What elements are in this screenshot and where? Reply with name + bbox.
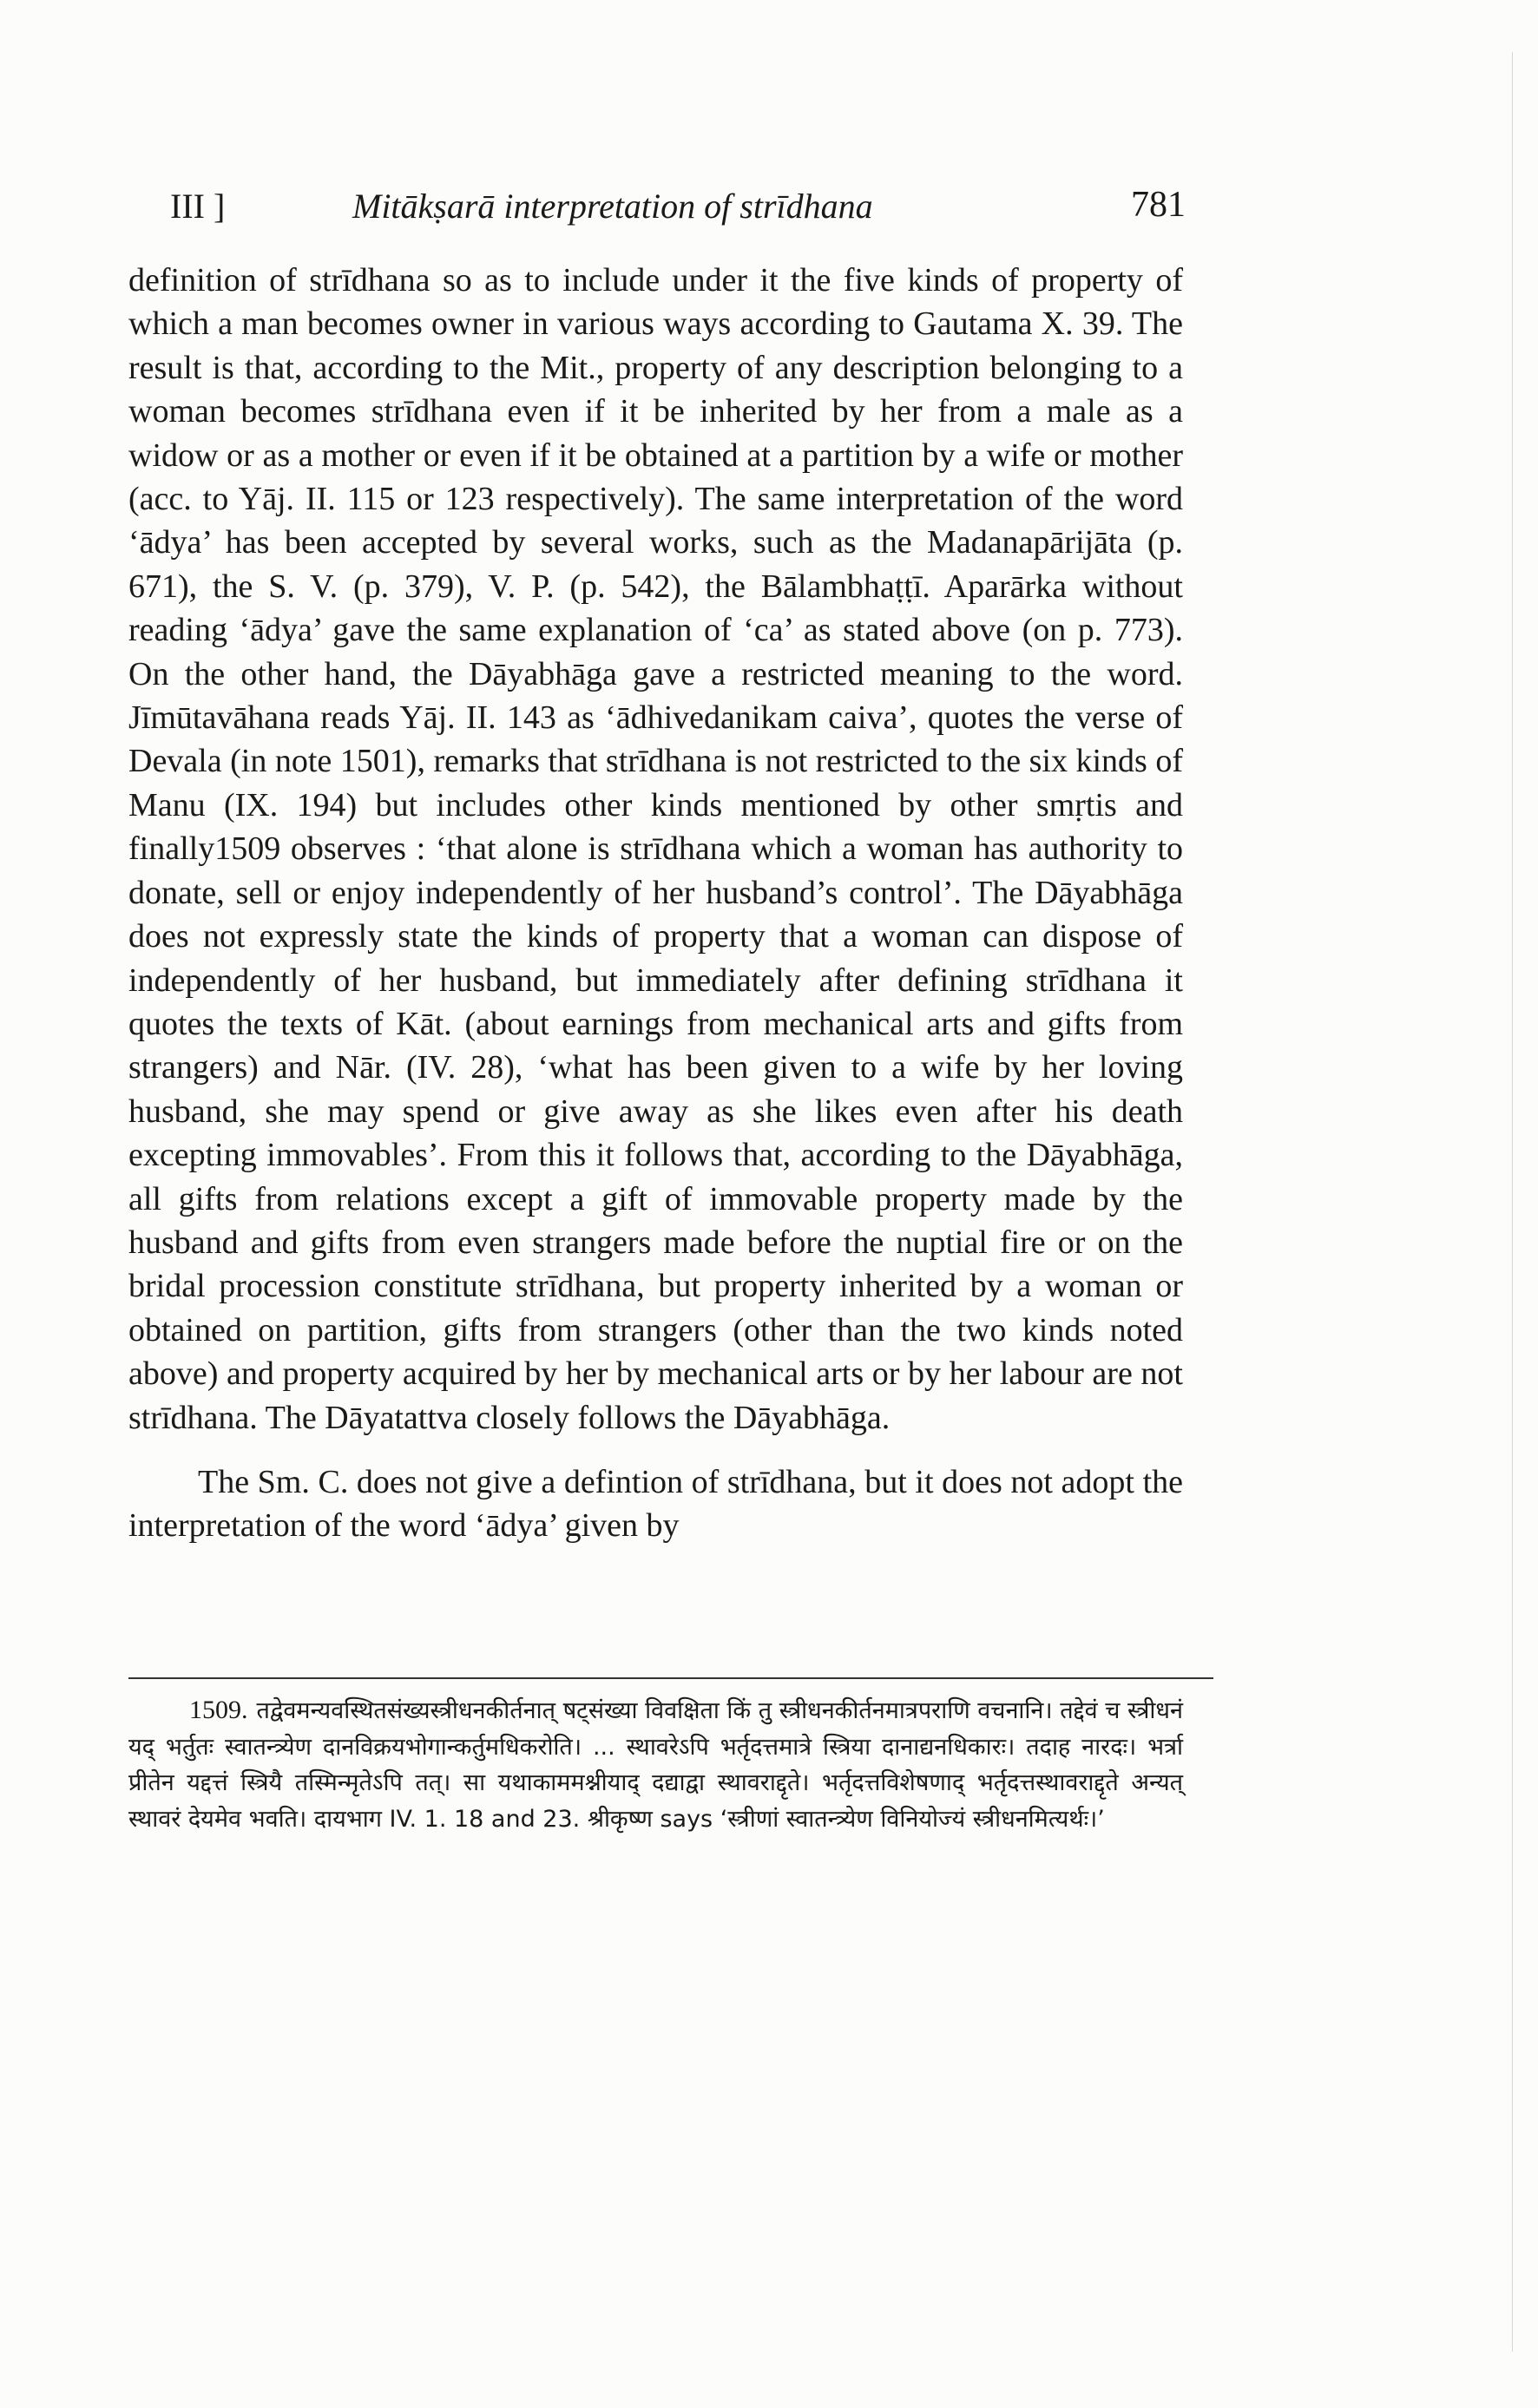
- footnote-number: 1509.: [189, 1696, 248, 1724]
- footnote-text: तद्वेवमन्यवस्थितसंख्यस्त्रीधनकीर्तनात् षट्संख्या विवक्षिता किं तु स्त्रीधनकीर्तनमात्रपराणि वचनानि। तद्देवं च स्त्रीधनं यद् भर्तुतः स्वातन्त्र्येण दानविक्रयभोगान्कर्तुमधिकरोति। ... स्थावरेऽपि भर्तृदत्तमात्रे स्त्रिया दानाद्यनधिकारः। तदाह नारदः। भर्त्रा प्रीतेन यद्दत्तं स्त्रियै तस्मिन्मृतेऽपि तत्। सा यथाकाममश्नीयाद् दद्याद्वा स्थावराद्दृते। भर्तृदत्तविशेषणाद् भर्तृदत्तस्थावराद्दृते अन्यत् स्थावरं देयमेव भवति। दायभाग IV. 1. 18 and 23. श्रीकृष्ण says ‘स्त्रीणां स्वातन्त्र्येण विनियोज्यं स्त्रीधनमित्यर्थः।’: [128, 1697, 1183, 1833]
- footnote-1509: [128, 1692, 1183, 1837]
- running-header: [170, 186, 1186, 238]
- main-text: [128, 259, 1183, 1548]
- footnote-paragraph: [128, 1692, 1183, 1837]
- footnote-separator-rule: [128, 1677, 1213, 1679]
- body-paragraph-1: definition of strīdhana so as to include under it the five kinds of property of which a man becomes owner in various ways according to Gautama X. 39. The result is that, according to the Mit., property of any description belonging to a woman becomes strīdhana even if it be inherited by her from a male as a widow or as a mother or even if it be obtained at a partition by a wife or mother (acc. to Yāj. II. 115 or 123 respectively). The same interpretation of the word ‘ādya’ has been accepted by several works, such as the Madanapārijāta (p. 671), the S. V. (p. 379), V. P. (p. 542), the Bālambhaṭṭī. Aparārka without reading ‘ādya’ gave the same explanation of ‘ca’ as stated above (on p. 773). On the other hand, the Dāyabhāga gave a restricted meaning to the word. Jīmūtavāhana reads Yāj. II. 143 as ‘ādhivedanikam caiva’, quotes the verse of Devala (in note 1501), remarks that strīdhana is not restricted to the six kinds of Manu (IX. 194) but includes other kinds mentioned by other smṛtis and finally1509 observes : ‘that alone is strīdhana which a woman has authority to donate, sell or enjoy independently of her husband’s control’. The Dāyabhāga does not expressly state the kinds of property that a woman can dispose of independently of her husband, but immediately after defining strīdhana it quotes the texts of Kāt. (about earnings from mechanical arts and gifts from strangers) and Nār. (IV. 28), ‘what has been given to a wife by her loving husband, she may spend or give away as she likes even after his death excepting immovables’. From this it follows that, according to the Dāyabhāga, all gifts from relations except a gift of immovable property made by the husband and gifts from even strangers made before the nuptial fire or on the bridal procession constitute strīdhana, but property inherited by a woman or obtained on partition, gifts from strangers (other than the two kinds noted above) and property acquired by her by mechanical arts or by her labour are not strīdhana. The Dāyatattva closely follows the Dāyabhāga.: [128, 262, 1183, 1436]
- page-edge-line: [1512, 52, 1513, 2352]
- chapter-number: III ]: [170, 187, 226, 226]
- running-title: Mitākṣarā interpretation of strīdhana: [352, 187, 873, 226]
- body-paragraph-2: The Sm. C. does not give a defintion of strīdhana, but it does not adopt the interpretation of the word ‘ādya’ given by: [128, 1463, 1183, 1545]
- page-number: 781: [1131, 185, 1186, 225]
